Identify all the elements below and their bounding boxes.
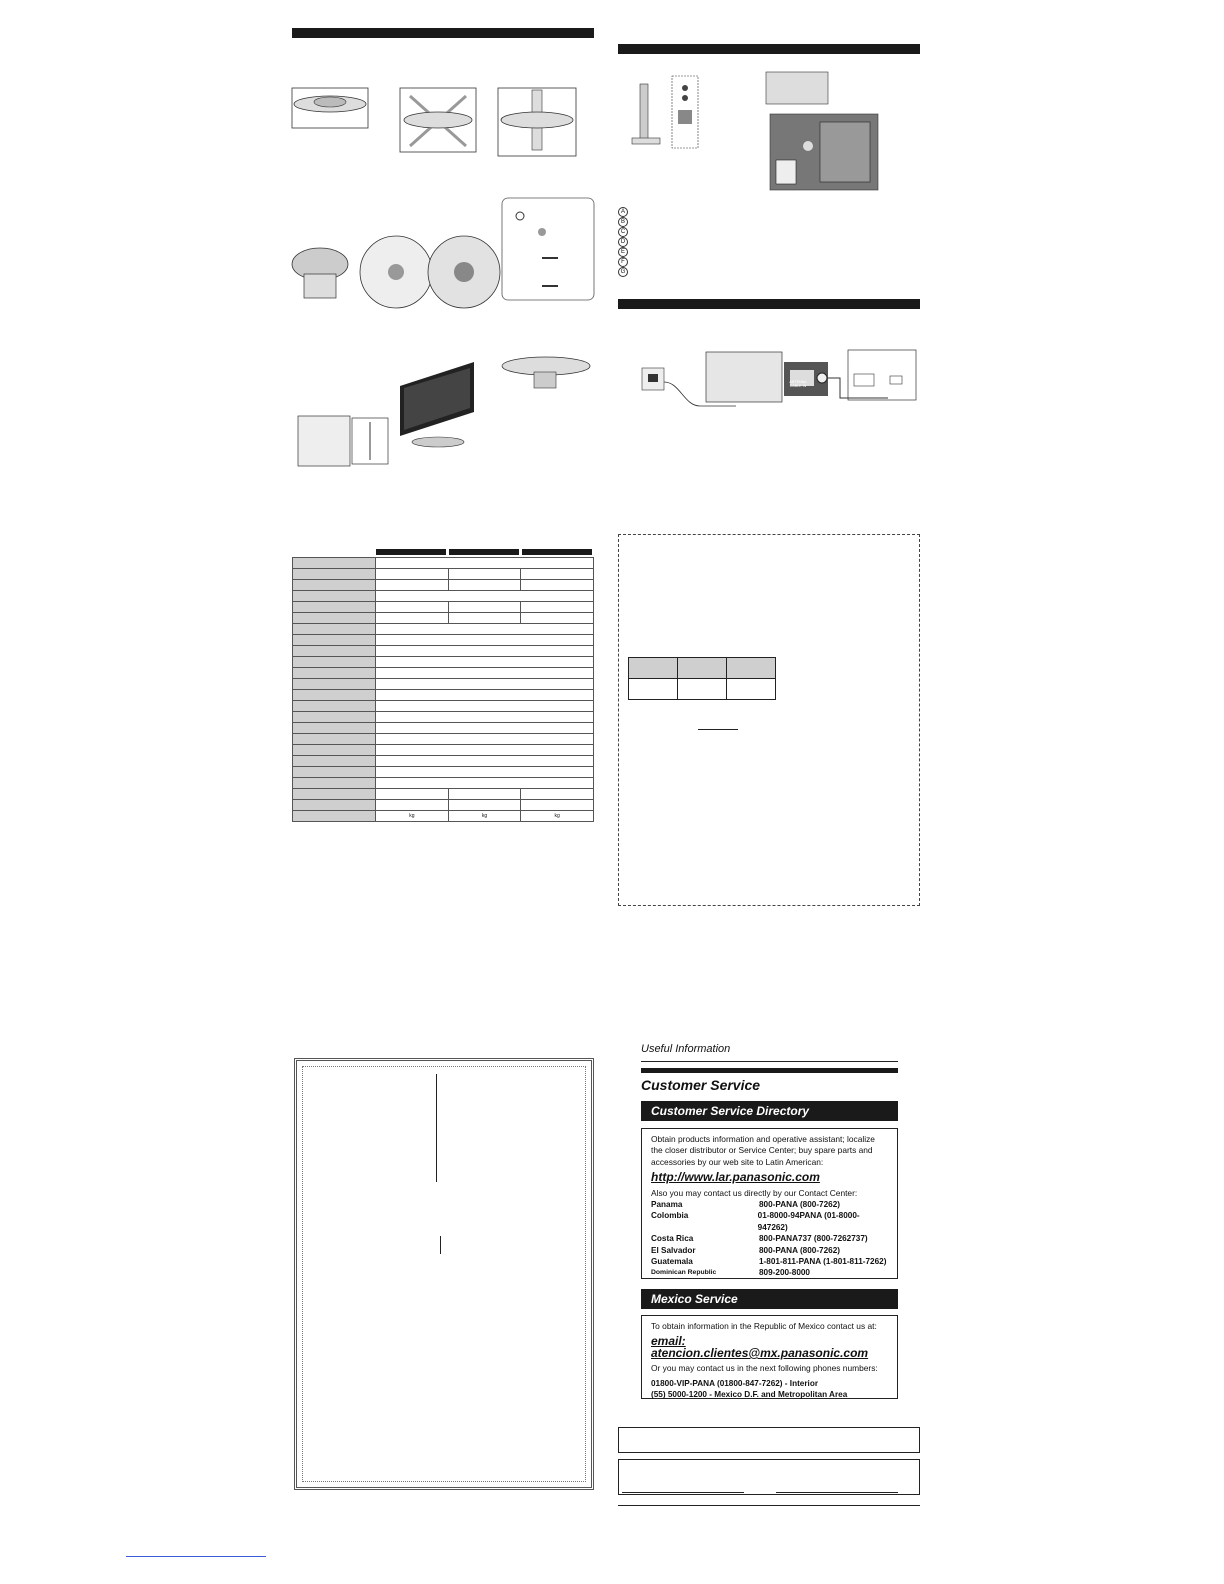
signature-line-1 xyxy=(622,1492,744,1493)
section-header-bar-connection xyxy=(618,299,920,309)
spec-table xyxy=(292,557,594,822)
mexico-intro: To obtain information in the Republic of Mexico contact us at: xyxy=(651,1321,877,1331)
connection-diagram xyxy=(640,348,920,410)
contact-intro: Also you may contact us directly by our Contact Center: xyxy=(651,1187,858,1198)
mexico-phone-line-1: 01800-VIP-PANA (01800-847-7262) - Interior xyxy=(651,1378,819,1388)
stand-parts-top xyxy=(290,240,500,320)
bottom-rule xyxy=(618,1505,920,1506)
section-header-bar-terminals xyxy=(618,44,920,54)
contact-phone: 1-801-811-PANA (1-801-811-7262) xyxy=(759,1257,887,1267)
useful-information-header: Useful Information xyxy=(641,1043,731,1055)
directory-intro: Obtain products information and operative assistant; localize the closer distributor or Service Center; buy spare parts and accessories by our web site to Latin American: xyxy=(651,1134,875,1167)
terminal-marker-c: C xyxy=(618,227,628,237)
contact-row xyxy=(651,1199,888,1210)
signature-line-2 xyxy=(776,1492,898,1493)
contact-country: Dominican Republic xyxy=(651,1269,717,1277)
contact-phone: 01-8000-94PANA (01-8000-947262) xyxy=(757,1211,860,1232)
antenna-label xyxy=(786,380,810,388)
mexico-email-link[interactable]: email: atencion.clientes@mx.panasonic.com xyxy=(651,1334,869,1360)
contact-row xyxy=(651,1210,888,1233)
mexico-banner: Mexico Service xyxy=(641,1289,898,1309)
stand-closeup xyxy=(296,404,392,468)
antenna-label-line-2: CABLE IN xyxy=(789,384,807,389)
tv-on-stand-illustration xyxy=(394,356,486,452)
section-header-bar-stand xyxy=(292,28,594,38)
customer-service-title: Customer Service xyxy=(641,1077,761,1093)
tv-side-view xyxy=(628,74,718,150)
spec-unit-1: kg xyxy=(376,811,449,822)
terminal-marker-a: A xyxy=(618,207,628,217)
frame-divider-1 xyxy=(436,1074,437,1182)
terminal-marker-d: D xyxy=(618,237,628,247)
ornamental-frame-inner xyxy=(302,1066,586,1482)
contact-row xyxy=(651,1256,888,1267)
terminal-marker-e: E xyxy=(618,247,628,257)
spec-header-col-2 xyxy=(449,549,519,555)
terminal-marker-g: G xyxy=(618,267,628,277)
dashed-box-underline xyxy=(698,729,738,730)
blank-form-box-2 xyxy=(618,1459,920,1495)
stand-illustration-3 xyxy=(498,86,578,158)
contact-phone: 800-PANA (800-7262) xyxy=(759,1245,841,1255)
antenna-label-line-1: ANTENNA xyxy=(789,380,807,384)
blank-form-box-1 xyxy=(618,1427,920,1453)
spec-unit-2: kg xyxy=(448,811,521,822)
terminal-marker-b: B xyxy=(618,217,628,227)
stand-illustration-1 xyxy=(292,86,372,132)
contact-phone: 809-200-8000 xyxy=(759,1268,810,1278)
contact-country: El Salvador xyxy=(651,1245,696,1255)
contact-row xyxy=(651,1245,888,1256)
tv-back-view xyxy=(762,70,890,200)
contact-row xyxy=(651,1233,888,1244)
footer-underline xyxy=(126,1556,266,1557)
contact-row xyxy=(651,1267,888,1278)
stand-illustration-2 xyxy=(400,86,480,156)
frame-divider-2 xyxy=(440,1236,441,1254)
contact-phone: 800-PANA737 (800-7262737) xyxy=(759,1234,868,1244)
dashed-info-box xyxy=(618,534,920,906)
accessories-box xyxy=(502,198,596,302)
terminal-marker-f: F xyxy=(618,257,628,267)
terminal-list xyxy=(618,207,628,277)
spec-unit-3: kg xyxy=(521,811,594,822)
stand-assembly-3 xyxy=(500,354,596,394)
header-rule xyxy=(641,1061,898,1062)
dashed-box-table xyxy=(628,657,776,700)
contact-country: Costa Rica xyxy=(651,1234,694,1244)
contact-country: Colombia xyxy=(651,1211,689,1221)
mexico-box xyxy=(641,1315,898,1399)
spec-header-col-3 xyxy=(522,549,592,555)
contact-phone: 800-PANA (800-7262) xyxy=(759,1200,841,1210)
mexico-phones-intro: Or you may contact us in the next following phones numbers: xyxy=(651,1363,878,1374)
contact-country: Guatemala xyxy=(651,1257,693,1267)
header-rule-thick xyxy=(641,1068,898,1073)
spec-header-col-1 xyxy=(376,549,446,555)
directory-banner: Customer Service Directory xyxy=(641,1101,898,1121)
directory-url-link[interactable]: http://www.lar.panasonic.com xyxy=(651,1170,820,1185)
directory-box xyxy=(641,1128,898,1279)
mexico-phone-line-2: (55) 5000-1200 - Mexico D.F. and Metropolitan Area xyxy=(651,1390,848,1400)
contact-country: Panama xyxy=(651,1200,683,1210)
